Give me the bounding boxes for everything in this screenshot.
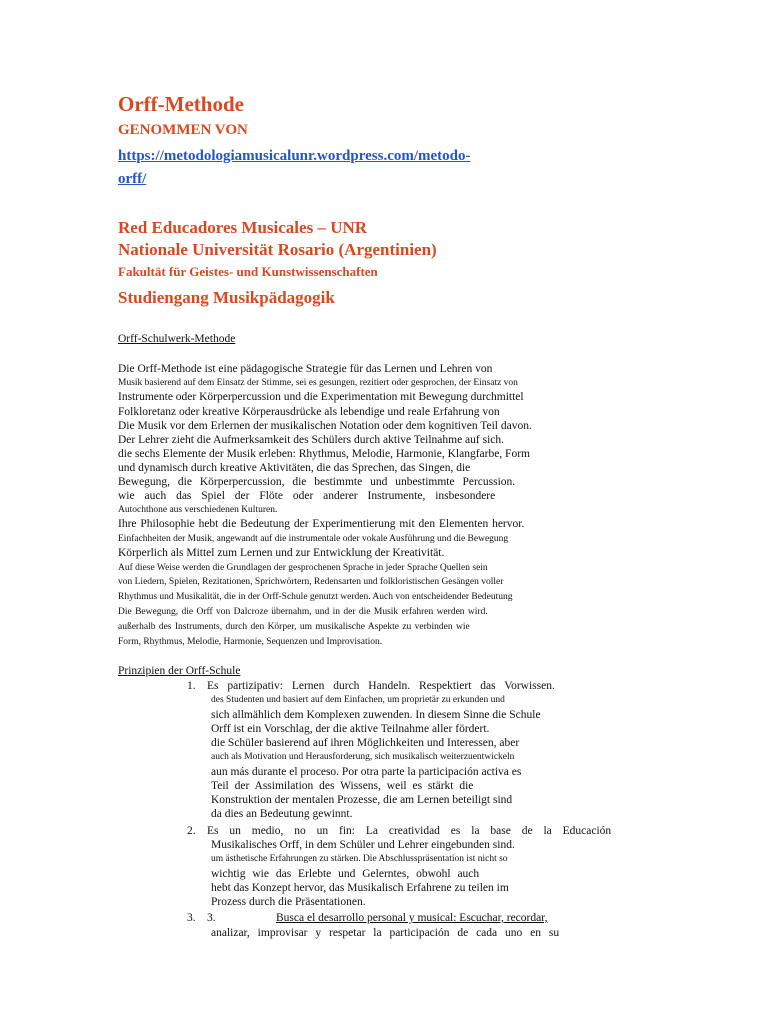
paragraph-line: Bewegung, die Körperpercussion, die bestimmte und unbestimmte Percussion.	[118, 476, 516, 488]
program-name: Studiengang Musikpädagogik	[118, 288, 335, 307]
paragraph-line: Der Lehrer zieht die Aufmerksamkeit des Schülers durch aktive Teilnahme auf sich.	[118, 434, 505, 446]
list-item-line: Orff ist ein Vorschlag, der die aktive Teilnahme aller fördert.	[211, 723, 490, 735]
list-item-line: analizar, improvisar y respetar la participación de cada uno en su	[211, 927, 560, 939]
faculty-name: Fakultät für Geistes- und Kunstwissenschaften	[118, 264, 378, 279]
list-item-line: des Studenten und basiert auf dem Einfachen, um proprietär zu erkunden und	[211, 695, 505, 705]
paragraph-line: Folkloretanz oder kreative Körperausdrücke als lebendige und reale Erfahrung von	[118, 406, 500, 418]
list-item-line: Konstruktion der mentalen Prozesse, die am Lernen beteiligt sind	[211, 794, 513, 806]
section-heading-principles: Prinzipien der Orff-Schule	[118, 665, 241, 677]
list-number: 3.	[187, 912, 196, 924]
paragraph-line: die sechs Elemente der Musik erleben: Rhythmus, Melodie, Harmonie, Klangfarbe, Form	[118, 448, 530, 460]
paragraph-line: Die Orff-Methode ist eine pädagogische Strategie für das Lernen und Lehren von	[118, 363, 493, 375]
paragraph-line: Instrumente oder Körperpercussion und die Experimentation mit Bewegung durchmittel	[118, 391, 524, 403]
paragraph-line: Die Bewegung, die Orff von Dalcroze übernahm, und in der die Musik erfahren werden wird.	[118, 607, 488, 617]
paragraph-line: Die Musik vor dem Erlernen der musikalischen Notation oder dem kognitiven Teil davon.	[118, 420, 532, 432]
paragraph-line: Auf diese Weise werden die Grundlagen der gesprochenen Sprache in jeder Sprache Quellen sein	[118, 563, 488, 573]
list-item-line: Busca el desarrollo personal y musical: Escuchar, recordar,	[276, 912, 548, 924]
list-item-line: Es partizipativ: Lernen durch Handeln. Respektiert das Vorwissen.	[207, 680, 555, 692]
list-item-line: da dies an Bedeutung gewinnt.	[211, 808, 353, 820]
list-item-line: aun más durante el proceso. Por otra parte la participación activa es	[211, 766, 522, 778]
paragraph-line: Körperlich als Mittel zum Lernen und zur Entwicklung der Kreativität.	[118, 547, 445, 559]
source-link-line-2[interactable]: orff/	[118, 171, 147, 187]
paragraph-line: wie auch das Spiel der Flöte oder anderer Instrumente, insbesondere	[118, 490, 496, 502]
list-sub-number: 3.	[207, 912, 216, 924]
section-heading-schulwerk: Orff-Schulwerk-Methode	[118, 333, 236, 345]
source-link-line-1[interactable]: https://metodologiamusicalunr.wordpress.com/metodo-	[118, 148, 471, 164]
paragraph-line: Form, Rhythmus, Melodie, Harmonie, Sequenzen und Improvisation.	[118, 637, 383, 647]
paragraph-line: Musik basierend auf dem Einsatz der Stimme, sei es gesungen, rezitiert oder gesprochen, der Einsatz von	[118, 378, 518, 388]
list-item-line: Musikalisches Orff, in dem Schüler und Lehrer eingebunden sind.	[211, 839, 515, 851]
list-item-line: Teil der Assimilation des Wissens, weil es stärkt die	[211, 780, 474, 792]
list-item-line: Prozess durch die Präsentationen.	[211, 896, 366, 908]
paragraph-line: und dynamisch durch kreative Aktivitäten, die das Sprechen, das Singen, die	[118, 462, 471, 474]
list-number: 1.	[187, 680, 196, 692]
list-item-line: sich allmählich dem Komplexen zuwenden. In diesem Sinne die Schule	[211, 709, 541, 721]
paragraph-line: von Liedern, Spielen, Rezitationen, Sprichwörtern, Redensarten und folkloristischen Gesängen voller	[118, 577, 504, 587]
list-item-line: Es un medio, no un fin: La creatividad es la base de la Educación	[207, 825, 612, 837]
organization-name: Red Educadores Musicales – UNR	[118, 218, 368, 237]
paragraph-line: Einfachheiten der Musik, angewandt auf die instrumentale oder vokale Ausführung und die Bewegung	[118, 534, 509, 544]
paragraph-line: außerhalb des Instruments, durch den Körper, um musikalische Aspekte zu verbinden wie	[118, 622, 470, 632]
list-number: 2.	[187, 825, 196, 837]
list-item-line: wichtig wie das Erlebte und Gelerntes, obwohl auch	[211, 868, 480, 880]
list-item-line: die Schüler basierend auf ihren Möglichkeiten und Interessen, aber	[211, 737, 520, 749]
paragraph-line: Ihre Philosophie hebt die Bedeutung der Experimentierung mit den Elementen hervor.	[118, 518, 525, 530]
list-item-line: um ästhetische Erfahrungen zu stärken. Die Abschlusspräsentation ist nicht so	[211, 854, 508, 864]
taken-from-label: GENOMMEN VON	[118, 122, 248, 138]
paragraph-line: Rhythmus und Musikalität, die in der Orff-Schule genutzt werden. Auch von entscheidender Bedeutung	[118, 592, 513, 602]
document-title: Orff-Methode	[118, 92, 244, 116]
university-name: Nationale Universität Rosario (Argentinien)	[118, 240, 437, 259]
list-item-line: auch als Motivation und Herausforderung, sich musikalisch weiterzuentwickeln	[211, 752, 515, 762]
list-item-line: hebt das Konzept hervor, das Musikalisch Erfahrene zu teilen im	[211, 882, 509, 894]
paragraph-line: Autochthone aus verschiedenen Kulturen.	[118, 505, 278, 515]
